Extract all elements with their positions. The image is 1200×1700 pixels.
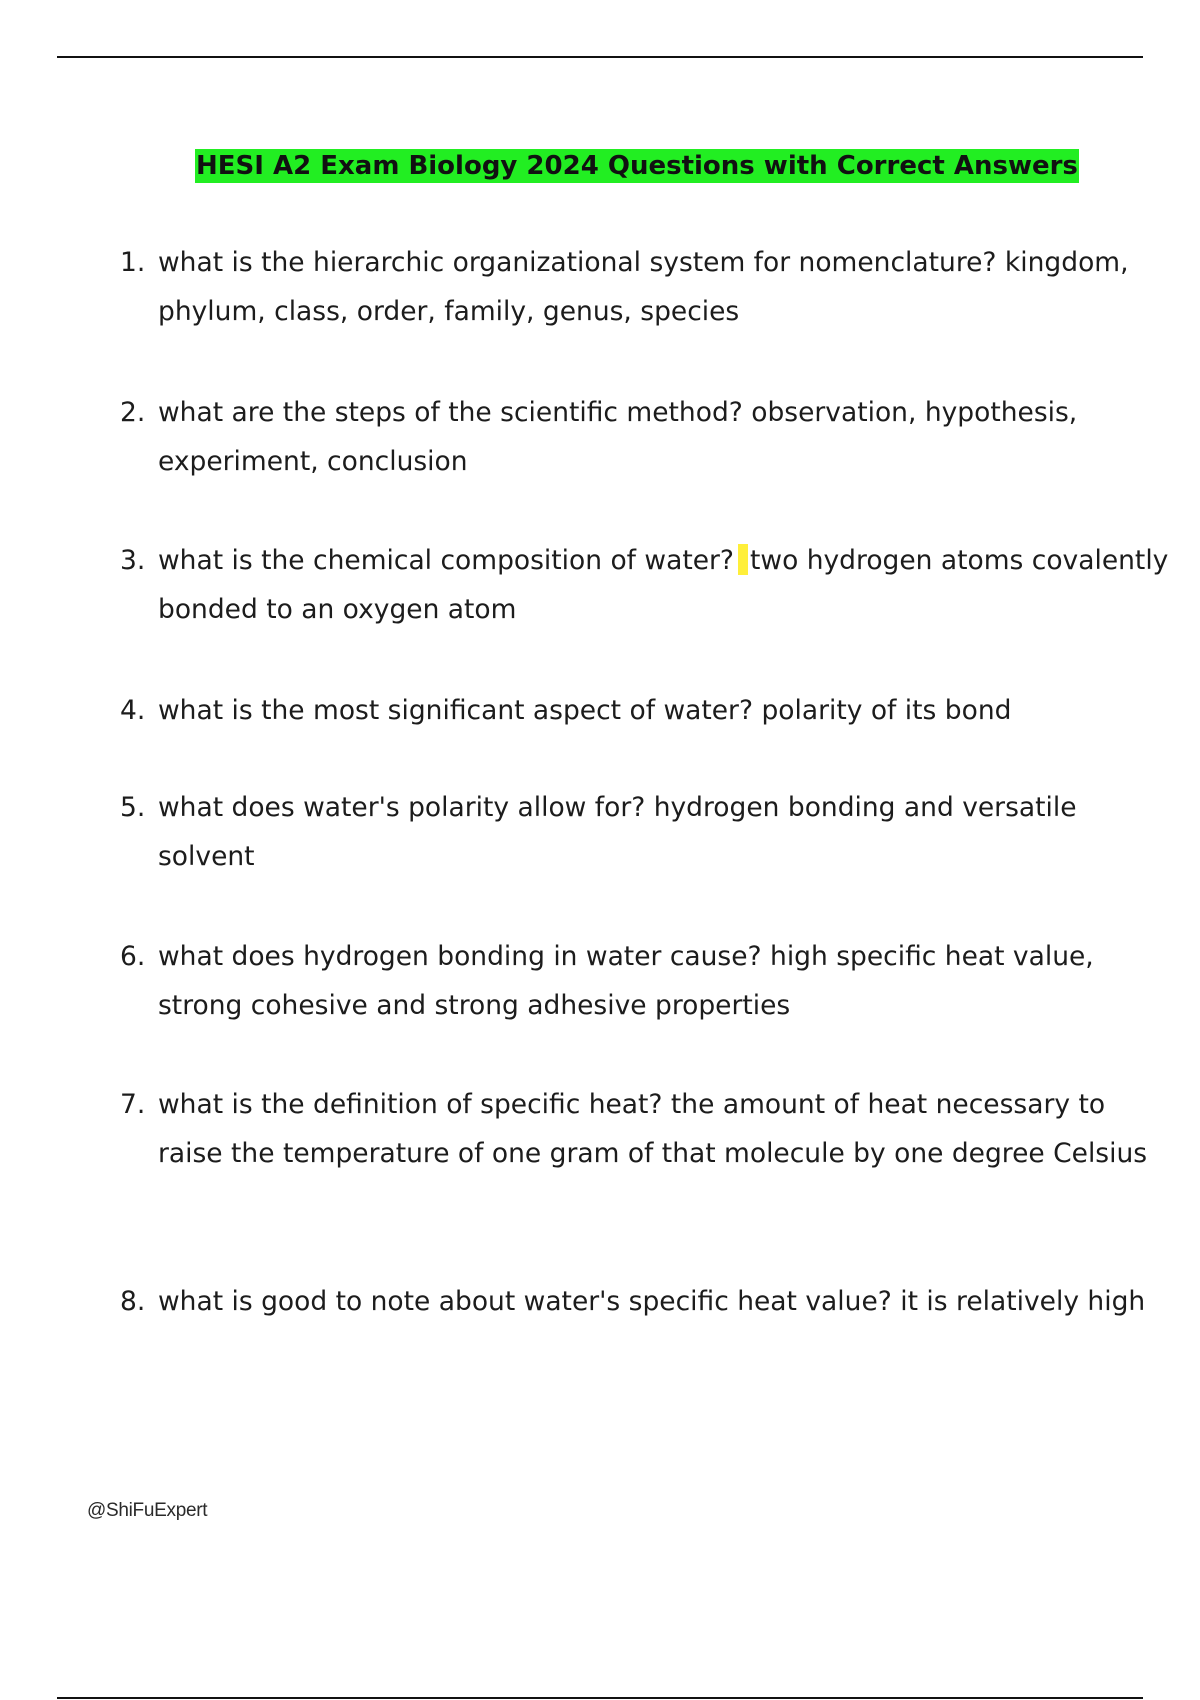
item-number: 4. xyxy=(120,695,146,726)
item-question: what is the chemical composition of water? xyxy=(158,545,734,576)
item-text: what is the most significant aspect of water? polarity of its bond xyxy=(158,695,1012,726)
item-number: 3. xyxy=(120,545,146,576)
item-number: 2. xyxy=(120,397,146,428)
qa-item-7 xyxy=(120,1080,1170,1178)
qa-item-6 xyxy=(120,932,1170,1030)
item-text: what is the definition of specific heat? the amount of heat necessary to raise the temperature of one gram of that molecule by one degree Celsius xyxy=(158,1089,1148,1169)
bottom-rule xyxy=(57,1697,1143,1699)
qa-item-2 xyxy=(120,388,1170,486)
item-number: 7. xyxy=(120,1089,146,1120)
item-text: what is the hierarchic organizational system for nomenclature? kingdom, phylum, class, order, family, genus, species xyxy=(158,247,1129,327)
item-text: what is good to note about water's specific heat value? it is relatively high xyxy=(158,1286,1146,1317)
qa-item-8 xyxy=(120,1277,1170,1326)
item-text: what are the steps of the scientific method? observation, hypothesis, experiment, conclusion xyxy=(158,397,1078,477)
item-number: 8. xyxy=(120,1286,146,1317)
yellow-highlight-mark xyxy=(738,544,748,575)
qa-item-5 xyxy=(120,783,1170,881)
qa-item-3 xyxy=(120,536,1170,634)
item-number: 5. xyxy=(120,792,146,823)
item-answer: two hydrogen atoms covalently bonded to an oxygen atom xyxy=(158,545,1169,625)
qa-item-1 xyxy=(120,238,1170,336)
item-number: 6. xyxy=(120,941,146,972)
item-number: 1. xyxy=(120,247,146,278)
item-text-with-highlight xyxy=(158,536,1170,634)
item-text: what does water's polarity allow for? hydrogen bonding and versatile solvent xyxy=(158,792,1077,872)
watermark: @ShiFuExpert xyxy=(87,1500,208,1521)
qa-item-4 xyxy=(120,686,1170,735)
item-text: what does hydrogen bonding in water cause? high specific heat value, strong cohesive and strong adhesive properties xyxy=(158,941,1094,1021)
document-title: HESI A2 Exam Biology 2024 Questions with Correct Answers xyxy=(196,151,1078,181)
